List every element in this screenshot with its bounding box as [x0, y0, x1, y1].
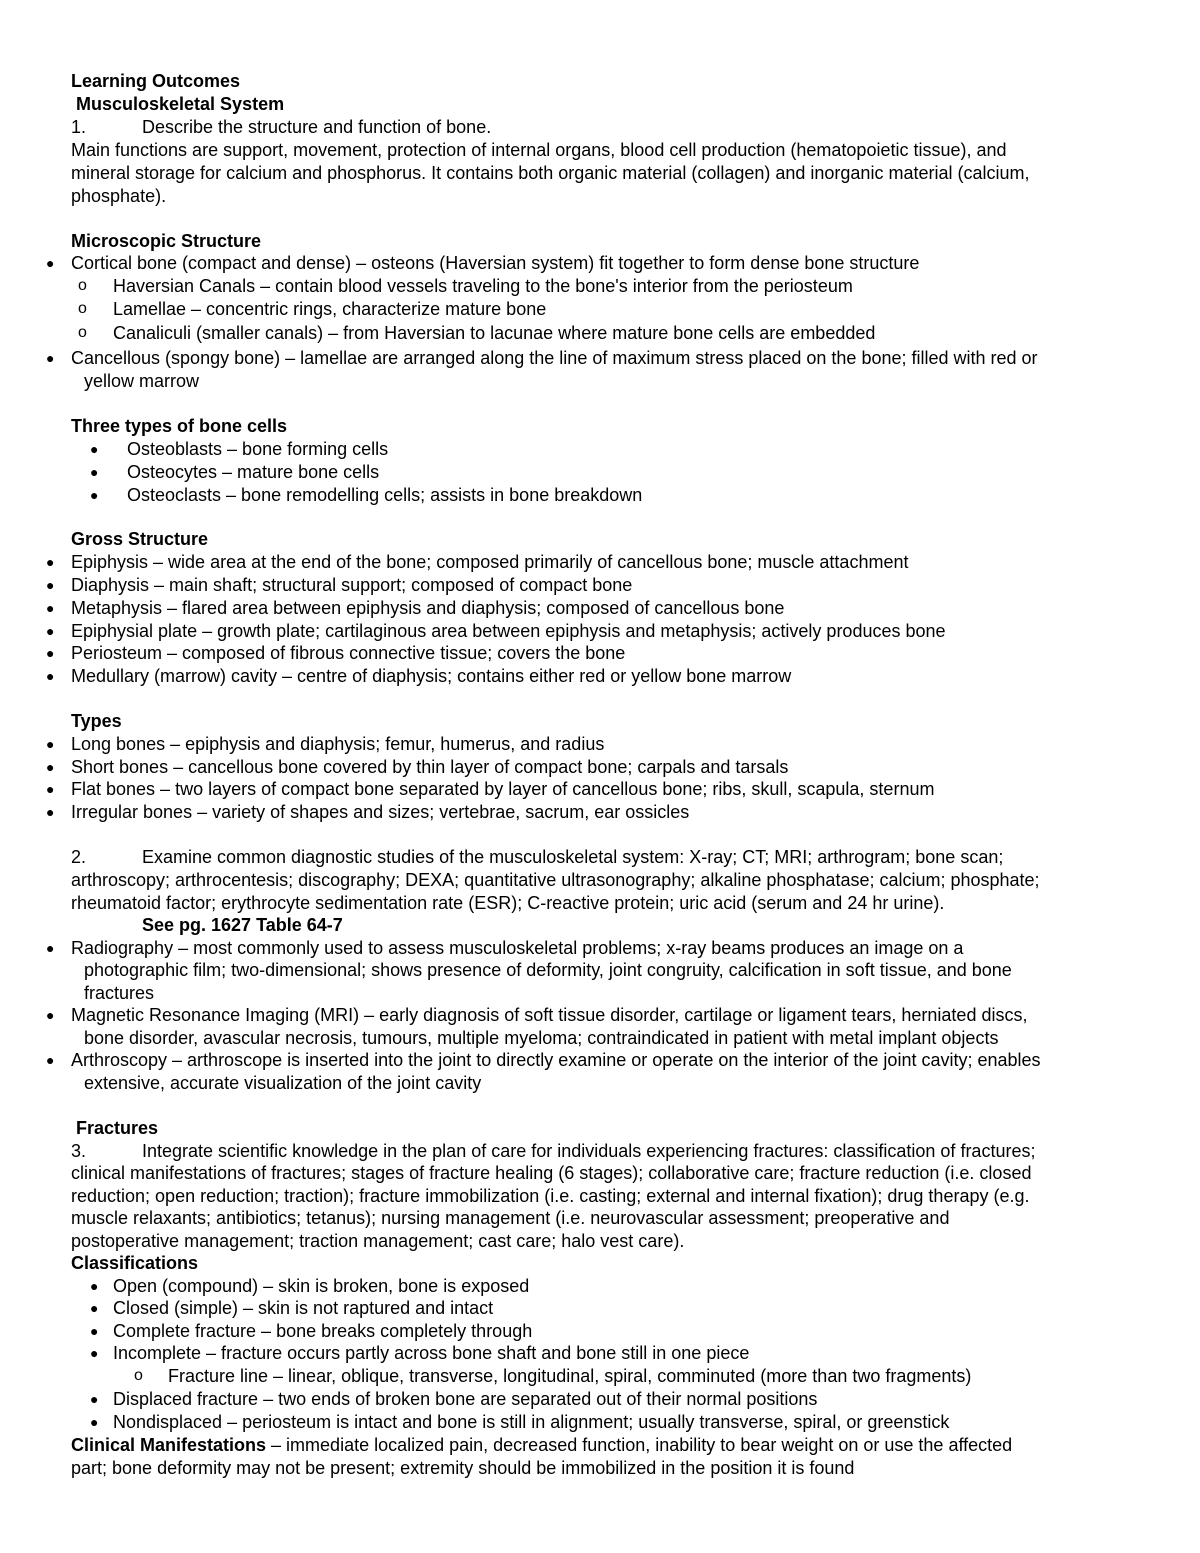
- bullet-icon: ●: [46, 1007, 55, 1023]
- bullet-icon: ●: [46, 804, 55, 820]
- list-item: Cancellous (spongy bone) – lamellae are arranged along the line of maximum stress placed on the bone; filled with red or: [71, 348, 1038, 368]
- bullet-icon: ●: [90, 1414, 99, 1430]
- bullet-icon: ●: [90, 487, 99, 503]
- outcome-1: [71, 116, 491, 139]
- list-item: Cortical bone (compact and dense) – osteons (Haversian system) fit together to form dense bone structure: [71, 253, 920, 273]
- list-item: Osteoblasts – bone forming cells: [127, 439, 389, 459]
- list-item: Flat bones – two layers of compact bone separated by layer of cancellous bone; ribs, skull, scapula, sternum: [71, 779, 935, 799]
- reference-note: See pg. 1627 Table 64-7: [142, 915, 343, 935]
- sub-list-item: Haversian Canals – contain blood vessels traveling to the bone's interior from the periosteum: [113, 276, 853, 296]
- sub-list-item: Fracture line – linear, oblique, transverse, longitudinal, spiral, comminuted (more than two fragments): [168, 1366, 972, 1386]
- clinical-manifestations: [71, 1434, 1012, 1457]
- list-item: Long bones – epiphysis and diaphysis; femur, humerus, and radius: [71, 734, 605, 754]
- sub-list-item: Lamellae – concentric rings, characterize mature bone: [113, 299, 547, 319]
- bullet-icon: ●: [46, 940, 55, 956]
- list-item: Short bones – cancellous bone covered by thin layer of compact bone; carpals and tarsals: [71, 757, 789, 777]
- list-item-continuation: bone disorder, avascular necrosis, tumours, multiple myeloma; contraindicated in patient with metal implant objects: [84, 1028, 999, 1048]
- paragraph-line: part; bone deformity may not be present; extremity should be immobilized in the position it is found: [71, 1458, 855, 1478]
- list-item: Closed (simple) – skin is not raptured and intact: [113, 1298, 494, 1318]
- bullet-icon: ●: [46, 645, 55, 661]
- sub-list-item: Canaliculi (smaller canals) – from Haversian to lacunae where mature bone cells are embedded: [113, 323, 876, 343]
- section-heading: Classifications: [71, 1253, 199, 1273]
- section-heading: Three types of bone cells: [71, 416, 288, 436]
- page-subtitle: Musculoskeletal System: [76, 94, 285, 114]
- paragraph-line: phosphate).: [71, 186, 167, 206]
- list-item: Epiphysis – wide area at the end of the bone; composed primarily of cancellous bone; muscle attachment: [71, 552, 909, 572]
- bullet-icon: ●: [46, 350, 55, 366]
- list-item: Radiography – most commonly used to assess musculoskeletal problems; x-ray beams produces an image on a: [71, 938, 964, 958]
- clinical-text: – immediate localized pain, decreased function, inability to bear weight on or use the affected: [266, 1435, 1013, 1455]
- paragraph-line: clinical manifestations of fractures; stages of fracture healing (6 stages); collaborative care; fracture reduction (i.e. closed: [71, 1163, 1032, 1183]
- outcome-text: Examine common diagnostic studies of the musculoskeletal system: X-ray; CT; MRI; arthrogram; bone scan;: [142, 847, 1004, 867]
- section-heading: Types: [71, 711, 122, 731]
- bullet-icon: ●: [46, 600, 55, 616]
- paragraph-line: rheumatoid factor; erythrocyte sedimentation rate (ESR); C-reactive protein; uric acid (serum and 24 hr urine).: [71, 893, 945, 913]
- bullet-icon: ●: [90, 1278, 99, 1294]
- list-item: Metaphysis – flared area between epiphysis and diaphysis; composed of cancellous bone: [71, 598, 785, 618]
- paragraph-line: arthroscopy; arthrocentesis; discography; DEXA; quantitative ultrasonography; alkaline phosphatase; calcium; phosphate;: [71, 870, 1040, 890]
- list-item: Incomplete – fracture occurs partly across bone shaft and bone still in one piece: [113, 1343, 750, 1363]
- clinical-label: Clinical Manifestations: [71, 1435, 267, 1455]
- list-item: Open (compound) – skin is broken, bone is exposed: [113, 1276, 530, 1296]
- list-item: Irregular bones – variety of shapes and sizes; vertebrae, sacrum, ear ossicles: [71, 802, 690, 822]
- bullet-icon: ●: [46, 554, 55, 570]
- list-item: Complete fracture – bone breaks completely through: [113, 1321, 533, 1341]
- bullet-icon: ●: [46, 1052, 55, 1068]
- list-item: Arthroscopy – arthroscope is inserted into the joint to directly examine or operate on the interior of the joint cavity; enables: [71, 1050, 1041, 1070]
- list-item-continuation: yellow marrow: [84, 371, 200, 391]
- sub-bullet-icon: o: [134, 1367, 143, 1384]
- bullet-icon: ●: [90, 1300, 99, 1316]
- section-heading: Gross Structure: [71, 529, 209, 549]
- sub-bullet-icon: o: [78, 277, 87, 294]
- paragraph-line: reduction; open reduction; traction); fracture immobilization (i.e. casting; external and internal fixation); drug therapy (e.g.: [71, 1186, 1030, 1206]
- list-item: Magnetic Resonance Imaging (MRI) – early diagnosis of soft tissue disorder, cartilage or ligament tears, herniated discs,: [71, 1005, 1028, 1025]
- outcome-2: [71, 846, 1003, 869]
- bullet-icon: ●: [46, 623, 55, 639]
- paragraph-line: postoperative management; traction management; cast care; halo vest care).: [71, 1231, 685, 1251]
- bullet-icon: ●: [46, 668, 55, 684]
- bullet-icon: ●: [90, 1391, 99, 1407]
- bullet-icon: ●: [46, 781, 55, 797]
- paragraph-line: mineral storage for calcium and phosphorus. It contains both organic material (collagen) and inorganic material (calcium,: [71, 163, 1030, 183]
- list-item: Osteoclasts – bone remodelling cells; assists in bone breakdown: [127, 485, 643, 505]
- paragraph-line: Main functions are support, movement, protection of internal organs, blood cell production (hematopoietic tissue), and: [71, 140, 1007, 160]
- bullet-icon: ●: [46, 759, 55, 775]
- sub-bullet-icon: o: [78, 324, 87, 341]
- list-item: Diaphysis – main shaft; structural support; composed of compact bone: [71, 575, 633, 595]
- bullet-icon: ●: [46, 577, 55, 593]
- list-item: Periosteum – composed of fibrous connective tissue; covers the bone: [71, 643, 626, 663]
- list-item: Osteocytes – mature bone cells: [127, 462, 380, 482]
- outcome-number: 3.: [71, 1141, 87, 1161]
- outcome-number: 2.: [71, 847, 87, 867]
- bullet-icon: ●: [90, 1323, 99, 1339]
- bullet-icon: ●: [46, 736, 55, 752]
- bullet-icon: ●: [46, 255, 55, 271]
- page-title: Learning Outcomes: [71, 71, 241, 91]
- bullet-icon: ●: [90, 464, 99, 480]
- bullet-icon: ●: [90, 441, 99, 457]
- list-item: Epiphysial plate – growth plate; cartilaginous area between epiphysis and metaphysis; actively produces bone: [71, 621, 946, 641]
- outcome-3: [71, 1140, 1035, 1163]
- outcome-heading: Describe the structure and function of bone.: [142, 117, 492, 137]
- list-item: Nondisplaced – periosteum is intact and bone is still in alignment; usually transverse, spiral, or greenstick: [113, 1412, 950, 1432]
- outcome-text: Integrate scientific knowledge in the plan of care for individuals experiencing fractures: classification of fractures;: [142, 1141, 1036, 1161]
- list-item-continuation: photographic film; two-dimensional; shows presence of deformity, joint congruity, calcification in soft tissue, and bone: [84, 960, 1012, 980]
- section-heading: Fractures: [76, 1118, 159, 1138]
- list-item-continuation: extensive, accurate visualization of the joint cavity: [84, 1073, 482, 1093]
- list-item: Medullary (marrow) cavity – centre of diaphysis; contains either red or yellow bone marrow: [71, 666, 792, 686]
- paragraph-line: muscle relaxants; antibiotics; tetanus); nursing management (i.e. neurovascular assessment; preoperative and: [71, 1208, 950, 1228]
- outcome-number: 1.: [71, 117, 87, 137]
- section-heading: Microscopic Structure: [71, 231, 262, 251]
- list-item-continuation: fractures: [84, 983, 155, 1003]
- sub-bullet-icon: o: [78, 300, 87, 317]
- list-item: Displaced fracture – two ends of broken bone are separated out of their normal positions: [113, 1389, 818, 1409]
- bullet-icon: ●: [90, 1345, 99, 1361]
